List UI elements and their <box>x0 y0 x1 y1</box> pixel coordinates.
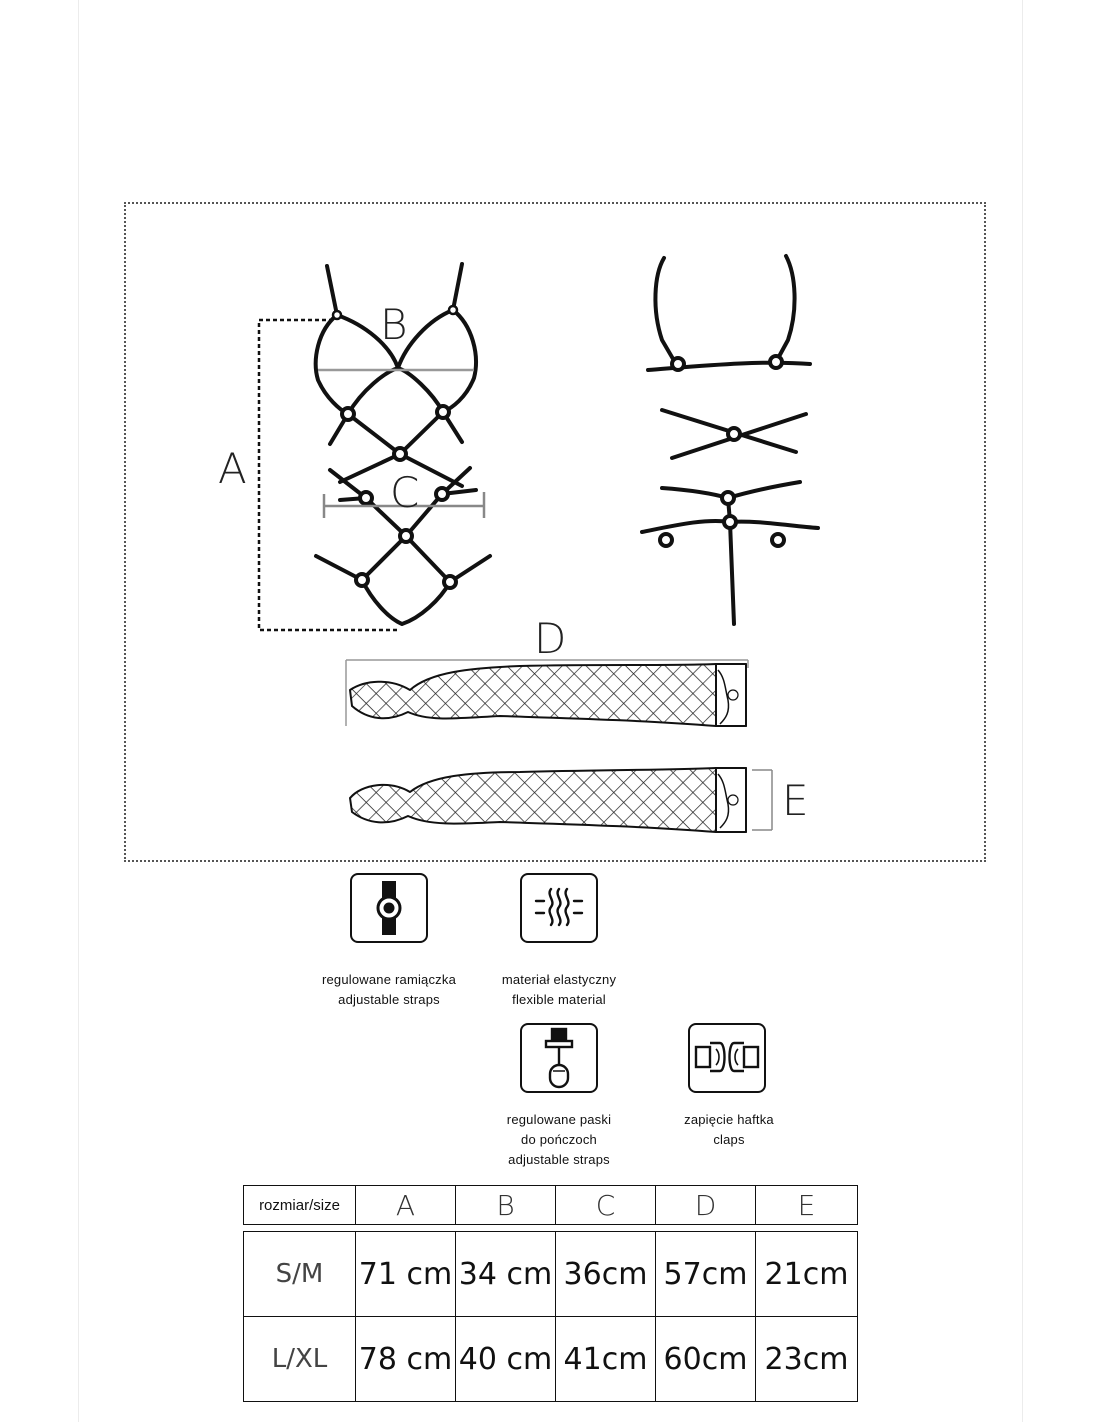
bodysuit-back-drawing <box>642 256 818 624</box>
measure-label-b: B <box>380 300 408 349</box>
row-size-label: S/M <box>244 1232 356 1317</box>
feature-caption-straps <box>294 970 484 1010</box>
table-cell: 60cm <box>656 1317 756 1402</box>
adjustable-strap-icon <box>350 873 428 943</box>
table-cell: 78 cm <box>356 1317 456 1402</box>
header-a: A <box>356 1186 456 1225</box>
feature-caption-line: materiał elastyczny <box>501 972 617 987</box>
header-d: D <box>656 1186 756 1225</box>
size-table-body <box>243 1231 858 1402</box>
feature-caption-line: regulowane paski <box>506 1112 612 1127</box>
feature-caption-line: do pończoch <box>521 1132 597 1147</box>
measure-label-c: C <box>390 468 420 517</box>
header-c: C <box>556 1186 656 1225</box>
table-row <box>244 1232 858 1317</box>
table-cell: 21cm <box>756 1232 858 1317</box>
measure-guides <box>259 320 772 830</box>
table-cell: 57cm <box>656 1232 756 1317</box>
feature-caption-line: adjustable straps <box>338 992 440 1007</box>
header-size: rozmiar/size <box>244 1186 356 1225</box>
feature-caption-line: claps <box>713 1132 745 1147</box>
stocking-strap-icon <box>520 1023 598 1093</box>
feature-caption-line: adjustable straps <box>508 1152 610 1167</box>
table-cell: 36cm <box>556 1232 656 1317</box>
measure-label-a: A <box>218 444 247 493</box>
header-b: B <box>456 1186 556 1225</box>
feature-caption-material <box>474 970 644 1010</box>
table-cell: 40 cm <box>456 1317 556 1402</box>
stocking-bottom <box>350 768 746 832</box>
flexible-material-icon <box>520 873 598 943</box>
stocking-top <box>350 664 746 726</box>
table-cell: 41cm <box>556 1317 656 1402</box>
feature-caption-clasp <box>654 1110 804 1150</box>
table-cell: 34 cm <box>456 1232 556 1317</box>
measure-label-d: D <box>534 614 567 663</box>
hook-clasp-icon <box>688 1023 766 1093</box>
table-cell: 71 cm <box>356 1232 456 1317</box>
size-table-header <box>243 1185 858 1225</box>
feature-caption-line: regulowane ramiączka <box>321 972 457 987</box>
header-e: E <box>756 1186 858 1225</box>
measure-label-e: E <box>782 776 809 825</box>
row-size-label: L/XL <box>244 1317 356 1402</box>
feature-caption-stocking-straps <box>474 1110 644 1170</box>
feature-caption-line: zapięcie haftka <box>684 1112 774 1127</box>
table-cell: 23cm <box>756 1317 858 1402</box>
table-row <box>244 1317 858 1402</box>
feature-caption-line: flexible material <box>512 992 606 1007</box>
table-header-row <box>244 1186 858 1225</box>
